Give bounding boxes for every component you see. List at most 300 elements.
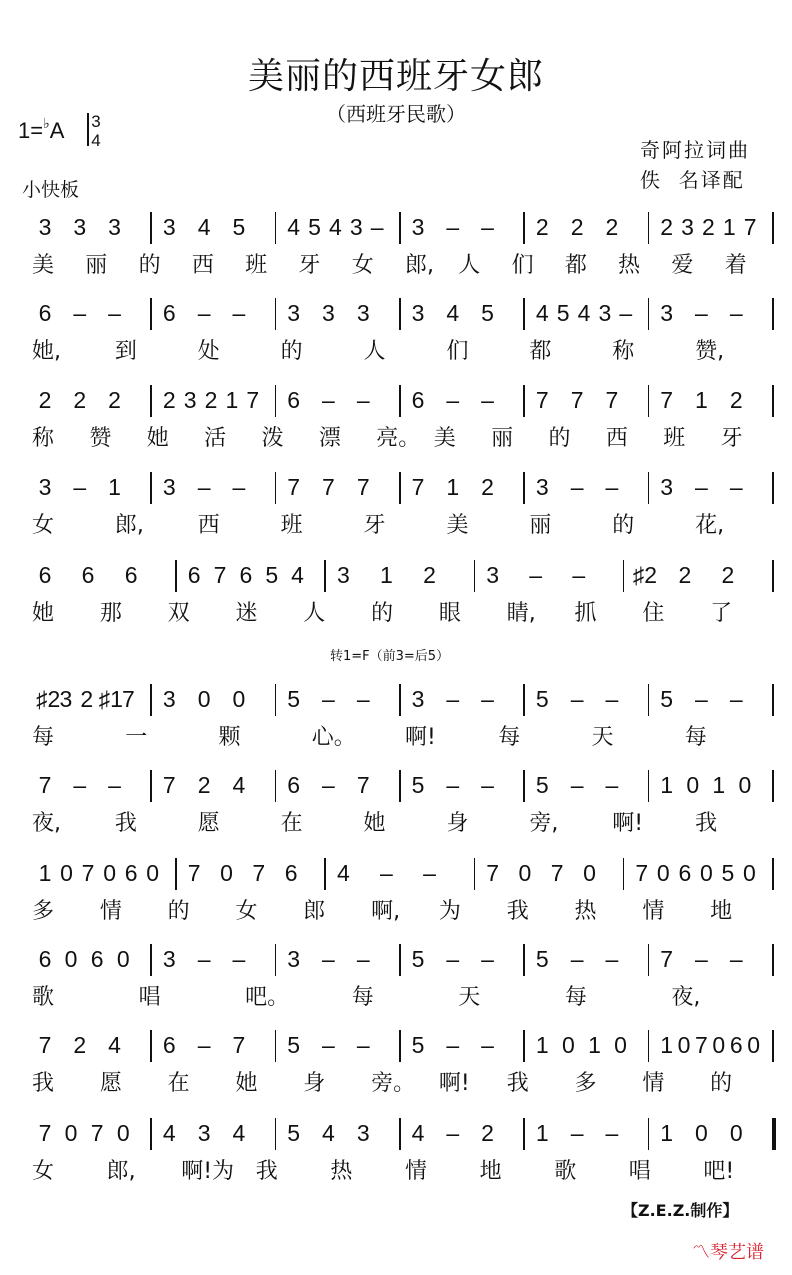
barline	[150, 944, 152, 976]
lyric-syllable: 爱	[671, 253, 694, 278]
barline	[275, 385, 277, 417]
lyric-syllable: 颗	[218, 725, 241, 750]
barline	[648, 385, 650, 417]
note: 5	[535, 946, 549, 972]
key-prefix: 1=	[18, 118, 44, 143]
dash-extension: –	[605, 946, 619, 972]
note: 3	[162, 686, 176, 712]
lyrics-row	[28, 596, 774, 626]
lyric-syllable: 赞	[89, 426, 112, 451]
maker-signature: 【Z.E.Z.制作】	[622, 1201, 739, 1220]
dash-extension: –	[481, 1032, 494, 1058]
barline	[275, 1030, 277, 1062]
note: 3	[59, 686, 73, 712]
note: 7	[287, 474, 301, 500]
lyric-syllable: 们	[511, 253, 534, 278]
note: 3	[336, 562, 350, 588]
barline	[150, 472, 152, 504]
note: 7	[122, 686, 135, 712]
note: 0	[614, 1032, 627, 1058]
barline	[399, 770, 401, 802]
dash-extension: –	[729, 946, 743, 972]
note: 4	[328, 214, 342, 240]
lyric-syllable: 抓	[574, 601, 597, 626]
dash-extension: –	[232, 474, 246, 500]
meter-divider	[87, 113, 89, 146]
barline	[523, 944, 525, 976]
note: 4	[232, 772, 246, 798]
lyric-syllable: 活	[204, 426, 227, 451]
note: 0	[197, 686, 211, 712]
note: 2	[570, 214, 584, 240]
note: 1	[695, 387, 708, 413]
dash-extension: –	[73, 474, 87, 500]
note: 0	[686, 772, 700, 798]
barline	[623, 560, 625, 592]
lyric-syllable: 到	[114, 339, 137, 364]
lyrics-row	[28, 334, 774, 364]
note: 0	[712, 1032, 726, 1058]
dash-extension: –	[108, 300, 121, 326]
dash-extension: –	[572, 562, 586, 588]
note: 6	[38, 300, 52, 326]
note: 3	[287, 300, 301, 326]
barline	[150, 1118, 152, 1150]
note: 3	[162, 214, 176, 240]
lyrics-row	[28, 1066, 774, 1096]
barline	[474, 858, 476, 890]
lyric-syllable: 们	[446, 339, 469, 364]
lyric-syllable: 地	[479, 1159, 502, 1184]
credit-arrangement: 佚 名译配	[640, 168, 745, 192]
barline	[399, 1118, 401, 1150]
note: 7	[660, 946, 674, 972]
lyric-syllable: 西	[197, 513, 220, 538]
note: 5	[535, 772, 549, 798]
site-logo	[692, 1238, 764, 1264]
note: 3	[660, 300, 674, 326]
lyric-syllable: 每	[32, 725, 55, 750]
dash-extension: –	[695, 300, 708, 326]
lyric-syllable: 唱	[138, 985, 161, 1010]
note: 5	[287, 686, 301, 712]
barline	[523, 1118, 525, 1150]
note: 2	[660, 214, 674, 240]
lyric-syllable: 美	[32, 253, 55, 278]
note: 0	[103, 860, 116, 886]
note: 7	[81, 860, 95, 886]
lyric-syllable: 都	[564, 253, 587, 278]
lyrics-row	[28, 508, 774, 538]
dash-extension: –	[446, 214, 460, 240]
lyric-syllable: 的	[612, 513, 635, 538]
lyric-syllable: 她	[32, 601, 55, 626]
dash-extension: –	[322, 686, 335, 712]
lyric-syllable: 住	[642, 601, 665, 626]
dash-extension: –	[356, 1032, 370, 1058]
note: 1	[660, 1032, 674, 1058]
note: 7	[411, 474, 425, 500]
note: 3	[108, 214, 121, 240]
lyric-syllable: 吧!	[703, 1159, 735, 1184]
barline	[324, 858, 326, 890]
note: 3	[411, 214, 425, 240]
dash-extension: –	[570, 1120, 584, 1146]
dash-extension: –	[370, 214, 384, 240]
lyric-syllable: 的	[280, 339, 303, 364]
dash-extension: –	[322, 772, 335, 798]
note: 6	[287, 387, 301, 413]
dash-extension: –	[446, 1120, 460, 1146]
note: 4	[535, 300, 549, 326]
note: 2	[197, 772, 211, 798]
dash-extension: –	[356, 686, 370, 712]
note: 7	[90, 1120, 104, 1146]
dash-extension: –	[197, 1032, 211, 1058]
notation-row	[28, 858, 774, 888]
barline	[275, 944, 277, 976]
note: 5	[411, 946, 425, 972]
note: 0	[64, 1120, 78, 1146]
lyric-syllable: 丽	[491, 426, 514, 451]
dash-extension: –	[446, 946, 460, 972]
note: 1	[588, 1032, 601, 1058]
dash-extension: –	[481, 772, 494, 798]
lyric-syllable: 人	[363, 339, 386, 364]
flat-sign: ♭	[43, 115, 50, 131]
note: 5	[411, 1032, 425, 1058]
key-note: A	[49, 118, 65, 143]
key-signature	[18, 115, 65, 144]
note: 5	[287, 1032, 301, 1058]
note: 0	[562, 1032, 575, 1058]
note: 7	[38, 1120, 52, 1146]
notation-row	[28, 1030, 774, 1060]
dash-extension: –	[529, 562, 543, 588]
note: 4	[232, 1120, 246, 1146]
lyric-syllable: 班	[245, 253, 268, 278]
note: 4	[197, 214, 211, 240]
lyric-syllable: 吧。	[245, 985, 290, 1010]
lyric-syllable: 郎,	[114, 513, 144, 538]
credit-lyrics-music: 奇阿拉词曲	[640, 138, 750, 162]
lyric-syllable: 天	[458, 985, 481, 1010]
barline	[523, 212, 525, 244]
lyric-syllable: 为	[438, 899, 461, 924]
barline	[772, 212, 774, 244]
note: 1	[535, 1032, 549, 1058]
lyric-syllable: 的	[710, 1071, 733, 1096]
note: 2	[162, 387, 176, 413]
credits	[640, 135, 750, 195]
lyric-syllable: 每	[351, 985, 374, 1010]
note: 1	[38, 860, 52, 886]
barline	[648, 298, 650, 330]
note: 4	[446, 300, 460, 326]
logo-text: 琴艺谱	[710, 1242, 764, 1263]
barline	[772, 560, 774, 592]
barline	[150, 298, 152, 330]
dash-extension: –	[619, 300, 633, 326]
barline	[772, 385, 774, 417]
lyrics-row	[28, 720, 774, 750]
note: 7	[232, 1032, 246, 1058]
lyric-syllable: 热	[574, 899, 597, 924]
note: 7	[550, 860, 564, 886]
note: 6	[90, 946, 104, 972]
lyric-syllable: 西	[605, 426, 628, 451]
notation-row	[28, 212, 774, 242]
barline	[175, 560, 177, 592]
note: 6	[124, 860, 138, 886]
lyric-syllable: 人	[303, 601, 326, 626]
note: ♯2	[632, 562, 658, 588]
note: 1	[712, 772, 726, 798]
lyric-syllable: 地	[710, 899, 733, 924]
note: 7	[246, 387, 260, 413]
note: 7	[635, 860, 649, 886]
note: 7	[356, 772, 370, 798]
note: 6	[411, 387, 425, 413]
note: 3	[356, 300, 370, 326]
barline	[523, 684, 525, 716]
lyrics-row	[28, 894, 774, 924]
note: 5	[556, 300, 570, 326]
note: 7	[213, 562, 227, 588]
lyric-syllable: 我	[32, 1071, 55, 1096]
note: 6	[81, 562, 95, 588]
note: 3	[322, 300, 335, 326]
lyric-syllable: 眼	[438, 601, 461, 626]
lyric-syllable: 女	[32, 1159, 55, 1184]
barline	[399, 1030, 401, 1062]
note: 5	[535, 686, 549, 712]
note: 1	[380, 562, 393, 588]
barline	[523, 472, 525, 504]
dash-extension: –	[356, 387, 370, 413]
dash-extension: –	[570, 686, 584, 712]
lyric-syllable: 愿	[197, 811, 220, 836]
note: 7	[162, 772, 176, 798]
logo-icon: 〽	[692, 1242, 710, 1263]
barline	[772, 684, 774, 716]
lyric-syllable: 漂	[318, 426, 341, 451]
note: 6	[38, 946, 52, 972]
note: 3	[660, 474, 674, 500]
note: 6	[678, 860, 692, 886]
note: 0	[583, 860, 596, 886]
barline	[648, 684, 650, 716]
lyric-syllable: 天	[591, 725, 614, 750]
notation-row	[28, 298, 774, 328]
lyric-syllable: 啊!	[405, 725, 436, 750]
lyric-syllable: 我	[695, 811, 718, 836]
note: 3	[287, 946, 301, 972]
note: 1	[660, 1120, 674, 1146]
note: 5	[308, 214, 321, 240]
note: 2	[535, 214, 549, 240]
note: 3	[356, 1120, 370, 1146]
note: 5	[287, 1120, 301, 1146]
lyric-syllable: 人	[458, 253, 481, 278]
dash-extension: –	[232, 946, 246, 972]
lyric-syllable: 赞,	[695, 339, 725, 364]
note: 2	[481, 474, 494, 500]
note: 2	[73, 1032, 87, 1058]
note: 0	[60, 860, 73, 886]
lyric-syllable: 身	[303, 1071, 326, 1096]
barline	[399, 385, 401, 417]
lyric-syllable: 泼	[261, 426, 284, 451]
barline	[175, 858, 177, 890]
lyrics-row	[28, 1154, 774, 1184]
dash-extension: –	[570, 946, 584, 972]
barline	[623, 858, 625, 890]
dash-extension: –	[605, 474, 619, 500]
lyric-syllable: 牙	[298, 253, 321, 278]
lyric-syllable: 的	[138, 253, 161, 278]
dash-extension: –	[570, 474, 584, 500]
notation-row	[28, 770, 774, 800]
lyric-syllable: 旁,	[529, 811, 559, 836]
lyric-syllable: 花,	[695, 513, 725, 538]
barline	[324, 560, 326, 592]
dash-extension: –	[380, 860, 393, 886]
barline	[523, 385, 525, 417]
lyric-syllable: 情	[405, 1159, 428, 1184]
note: 2	[701, 214, 715, 240]
notation-row	[28, 1118, 774, 1148]
note: ♯2	[36, 686, 61, 712]
note: ♯1	[98, 686, 123, 712]
dash-extension: –	[605, 686, 619, 712]
song-subtitle: （西班牙民歌）	[326, 102, 466, 126]
dash-extension: –	[695, 946, 708, 972]
note: 0	[146, 860, 160, 886]
dash-extension: –	[322, 1032, 335, 1058]
note: 6	[38, 562, 52, 588]
note: 3	[197, 1120, 211, 1146]
lyric-syllable: 她	[146, 426, 169, 451]
barline	[150, 385, 152, 417]
note: 3	[411, 686, 425, 712]
note: 6	[239, 562, 253, 588]
barline	[648, 472, 650, 504]
note: 6	[284, 860, 298, 886]
note: 2	[721, 562, 735, 588]
note: 5	[481, 300, 494, 326]
barline	[772, 472, 774, 504]
barline	[399, 212, 401, 244]
note: 0	[699, 860, 713, 886]
barline	[772, 1118, 776, 1150]
note: 6	[162, 300, 176, 326]
barline	[399, 684, 401, 716]
dash-extension: –	[356, 946, 370, 972]
lyric-syllable: 旁。	[371, 1071, 416, 1096]
lyric-syllable: 牙	[720, 426, 743, 451]
note: 3	[162, 474, 176, 500]
lyric-syllable: 称	[32, 426, 55, 451]
dash-extension: –	[481, 946, 494, 972]
lyric-syllable: 女	[32, 513, 55, 538]
dash-extension: –	[570, 772, 584, 798]
note: 1	[535, 1120, 549, 1146]
note: 1	[225, 387, 239, 413]
dash-extension: –	[446, 686, 460, 712]
lyric-syllable: 她	[235, 1071, 258, 1096]
note: 3	[598, 300, 612, 326]
note: 7	[743, 214, 757, 240]
note: 3	[73, 214, 87, 240]
notation-row	[28, 944, 774, 974]
note: 3	[349, 214, 363, 240]
notation-row	[28, 472, 774, 502]
lyric-syllable: 唱	[628, 1159, 651, 1184]
note: 3	[486, 562, 499, 588]
lyric-syllable: 都	[529, 339, 552, 364]
lyric-syllable: 她,	[32, 339, 61, 364]
time-signature	[86, 112, 106, 150]
barline	[399, 944, 401, 976]
notation-row	[28, 385, 774, 415]
lyric-syllable: 的	[548, 426, 571, 451]
note: 2	[108, 387, 121, 413]
lyrics-row	[28, 980, 774, 1010]
note: 5	[660, 686, 674, 712]
note: 1	[660, 772, 674, 798]
note: 2	[80, 686, 94, 712]
dash-extension: –	[108, 772, 121, 798]
note: 0	[232, 686, 246, 712]
barline	[150, 1030, 152, 1062]
barline	[275, 770, 277, 802]
note: 7	[605, 387, 619, 413]
notation-row	[28, 684, 774, 714]
dash-extension: –	[605, 772, 619, 798]
lyric-syllable: 双	[167, 601, 190, 626]
note: 5	[721, 860, 735, 886]
lyric-syllable: 多	[574, 1071, 597, 1096]
lyric-syllable: 在	[280, 811, 303, 836]
lyric-syllable: 西	[191, 253, 214, 278]
dash-extension: –	[322, 387, 335, 413]
barline	[275, 212, 277, 244]
barline	[648, 770, 650, 802]
lyric-syllable: 情	[642, 1071, 665, 1096]
note: 2	[423, 562, 436, 588]
note: 7	[38, 1032, 52, 1058]
note: 4	[287, 214, 301, 240]
note: 2	[729, 387, 743, 413]
note: 1	[108, 474, 121, 500]
lyric-syllable: 情	[99, 899, 122, 924]
lyric-syllable: 郎	[303, 899, 326, 924]
note: 3	[38, 474, 52, 500]
barline	[275, 684, 277, 716]
dash-extension: –	[197, 946, 211, 972]
dash-extension: –	[446, 1032, 460, 1058]
note: 4	[322, 1120, 335, 1146]
dash-extension: –	[446, 772, 460, 798]
note: 3	[535, 474, 549, 500]
note: 6	[162, 1032, 176, 1058]
note: 3	[411, 300, 425, 326]
lyric-syllable: 啊,	[371, 899, 401, 924]
lyric-syllable: 啊!	[612, 811, 644, 836]
note: 2	[678, 562, 692, 588]
dash-extension: –	[729, 300, 743, 326]
